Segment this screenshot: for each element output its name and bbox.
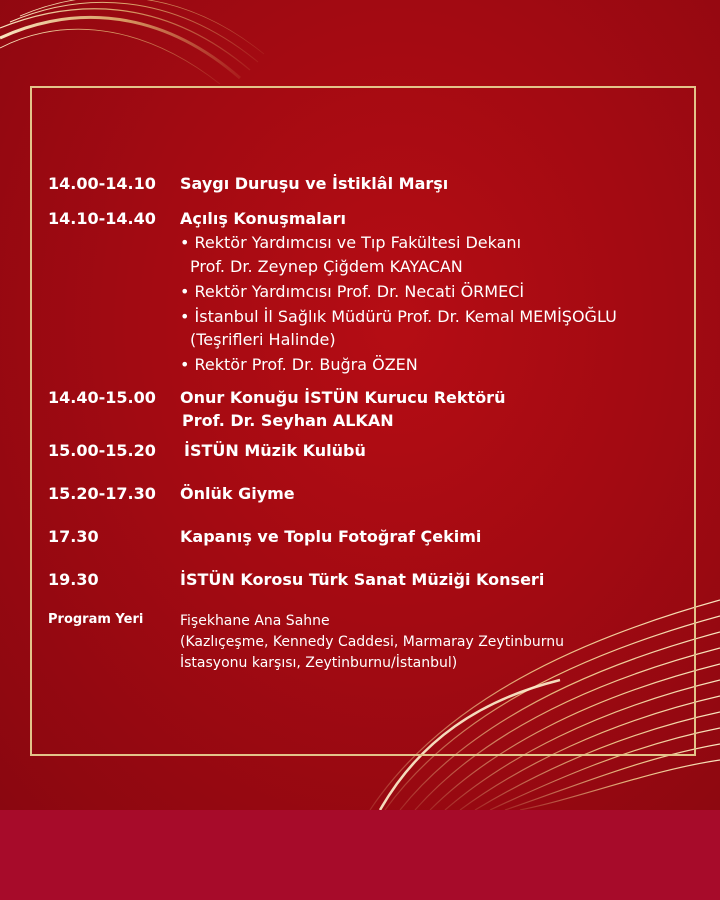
event-title: İSTÜN Müzik Kulübü — [184, 441, 366, 460]
time-label: 14.00-14.10 — [48, 174, 156, 193]
speaker-item: • Rektör Yardımcısı ve Tıp Fakültesi Dekanı — [180, 233, 522, 252]
event-title: Onur Konuğu İSTÜN Kurucu Rektörü — [180, 388, 506, 407]
event-title-line2: Prof. Dr. Seyhan ALKAN — [182, 411, 394, 430]
top-swoosh — [0, 0, 264, 84]
event-title: Açılış Konuşmaları — [180, 209, 346, 228]
venue-line: (Kazlıçeşme, Kennedy Caddesi, Marmaray Zeytinburnu — [180, 634, 564, 650]
speaker-item: Prof. Dr. Zeynep Çiğdem KAYACAN — [190, 257, 463, 276]
bottom-band — [0, 810, 720, 900]
event-title: İSTÜN Korosu Türk Sanat Müziği Konseri — [180, 570, 545, 589]
time-label: 14.40-15.00 — [48, 388, 156, 407]
event-title: Saygı Duruşu ve İstiklâl Marşı — [180, 174, 449, 193]
time-label: 19.30 — [48, 570, 99, 589]
time-label: 14.10-14.40 — [48, 209, 156, 228]
event-title: Kapanış ve Toplu Fotoğraf Çekimi — [180, 527, 482, 546]
speaker-item: • İstanbul İl Sağlık Müdürü Prof. Dr. Kemal MEMİŞOĞLU — [180, 307, 617, 326]
time-label: 15.20-17.30 — [48, 484, 156, 503]
time-label: 15.00-15.20 — [48, 441, 156, 460]
speaker-item: • Rektör Prof. Dr. Buğra ÖZEN — [180, 355, 418, 374]
venue-line: İstasyonu karşısı, Zeytinburnu/İstanbul) — [180, 655, 458, 671]
event-title: Önlük Giyme — [180, 484, 295, 503]
speaker-item: (Teşrifleri Halinde) — [190, 330, 336, 349]
speaker-item: • Rektör Yardımcısı Prof. Dr. Necati ÖRMECİ — [180, 282, 525, 301]
venue-label: Program Yeri — [48, 612, 144, 627]
venue-line: Fişekhane Ana Sahne — [180, 613, 330, 629]
time-label: 17.30 — [48, 527, 99, 546]
